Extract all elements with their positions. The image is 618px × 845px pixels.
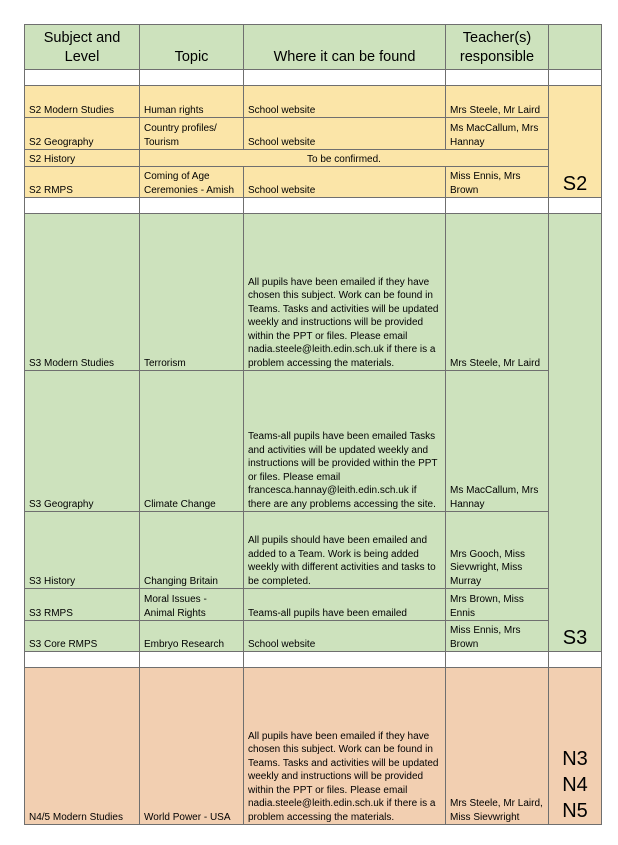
header-where: Where it can be found bbox=[244, 25, 446, 70]
timetable bbox=[24, 24, 602, 825]
topic-cell: World Power - USA bbox=[140, 668, 244, 825]
where-cell: School website bbox=[244, 86, 446, 118]
topic-cell: Country profiles/ Tourism bbox=[140, 118, 244, 150]
level-label-s2: S2 bbox=[549, 86, 602, 198]
where-cell: School website bbox=[244, 621, 446, 652]
header-row bbox=[25, 25, 602, 70]
note-cell: To be confirmed. bbox=[140, 150, 549, 167]
teachers-cell: Mrs Steele, Mr Laird bbox=[446, 214, 549, 371]
subject-cell: N4/5 Modern Studies bbox=[25, 668, 140, 825]
teachers-cell: Mrs Brown, Miss Ennis bbox=[446, 589, 549, 621]
teachers-cell: Miss Ennis, Mrs Brown bbox=[446, 167, 549, 198]
table-row bbox=[25, 214, 602, 371]
topic-cell: Moral Issues - Animal Rights bbox=[140, 589, 244, 621]
where-cell: School website bbox=[244, 167, 446, 198]
topic-cell: Terrorism bbox=[140, 214, 244, 371]
table-row bbox=[25, 668, 602, 825]
teachers-cell: Ms MacCallum, Mrs Hannay bbox=[446, 371, 549, 512]
level-label-national bbox=[549, 668, 602, 825]
topic-cell: Changing Britain bbox=[140, 512, 244, 589]
subject-cell: S3 Geography bbox=[25, 371, 140, 512]
header-level bbox=[549, 25, 602, 70]
subject-cell: S2 History bbox=[25, 150, 140, 167]
table-row bbox=[25, 621, 602, 652]
where-cell: All pupils have been emailed if they have chosen this subject. Work can be found in Teams. Tasks and activities will be updated weekly and instructions will be provided within the PPT or files. Please email nadia.steele@leith.edin.sch.uk if there is a problem accessing the materials. bbox=[244, 214, 446, 371]
header-topic: Topic bbox=[140, 25, 244, 70]
header-subject: Subject and Level bbox=[25, 25, 140, 70]
subject-cell: S3 Core RMPS bbox=[25, 621, 140, 652]
subject-cell: S3 Modern Studies bbox=[25, 214, 140, 371]
teachers-cell: Mrs Gooch, Miss Sievwright, Miss Murray bbox=[446, 512, 549, 589]
topic-cell: Coming of Age Ceremonies - Amish bbox=[140, 167, 244, 198]
teachers-cell: Mrs Steele, Mr Laird, Miss Sievwright bbox=[446, 668, 549, 825]
level-label-n5: N5 bbox=[562, 800, 588, 822]
subject-cell: S2 Geography bbox=[25, 118, 140, 150]
table-row bbox=[25, 512, 602, 589]
topic-cell: Embryo Research bbox=[140, 621, 244, 652]
topic-cell: Climate Change bbox=[140, 371, 244, 512]
table-row bbox=[25, 371, 602, 512]
spacer-row bbox=[25, 652, 602, 668]
level-label-s3: S3 bbox=[549, 214, 602, 652]
topic-cell: Human rights bbox=[140, 86, 244, 118]
level-label-n4: N4 bbox=[562, 774, 588, 796]
teachers-cell: Miss Ennis, Mrs Brown bbox=[446, 621, 549, 652]
where-cell: Teams-all pupils have been emailed bbox=[244, 589, 446, 621]
header-teachers: Teacher(s) responsible bbox=[446, 25, 549, 70]
spacer-row bbox=[25, 198, 602, 214]
table-row bbox=[25, 86, 602, 118]
subject-cell: S2 Modern Studies bbox=[25, 86, 140, 118]
table-row bbox=[25, 118, 602, 150]
teachers-cell: Ms MacCallum, Mrs Hannay bbox=[446, 118, 549, 150]
table-row bbox=[25, 150, 602, 167]
teachers-cell: Mrs Steele, Mr Laird bbox=[446, 86, 549, 118]
where-cell: All pupils should have been emailed and added to a Team. Work is being added weekly with different activities and tasks to be completed. bbox=[244, 512, 446, 589]
where-cell: School website bbox=[244, 118, 446, 150]
spacer-row bbox=[25, 70, 602, 86]
subject-cell: S3 RMPS bbox=[25, 589, 140, 621]
where-cell: Teams-all pupils have been emailed Tasks and activities will be updated weekly and instructions will be provided within the PPT or files. Please email francesca.hannay@leith.edin.sch.uk if there are any problems accessing the site. bbox=[244, 371, 446, 512]
where-cell: All pupils have been emailed if they have chosen this subject. Work can be found in Teams. Tasks and activities will be updated weekly and instructions will be provided within the PPT or files. Please email nadia.steele@leith.edin.sch.uk if there is a problem accessing the materials. bbox=[244, 668, 446, 825]
subject-cell: S3 History bbox=[25, 512, 140, 589]
level-label-n3: N3 bbox=[562, 748, 588, 770]
table-row bbox=[25, 167, 602, 198]
table-row bbox=[25, 589, 602, 621]
subject-cell: S2 RMPS bbox=[25, 167, 140, 198]
